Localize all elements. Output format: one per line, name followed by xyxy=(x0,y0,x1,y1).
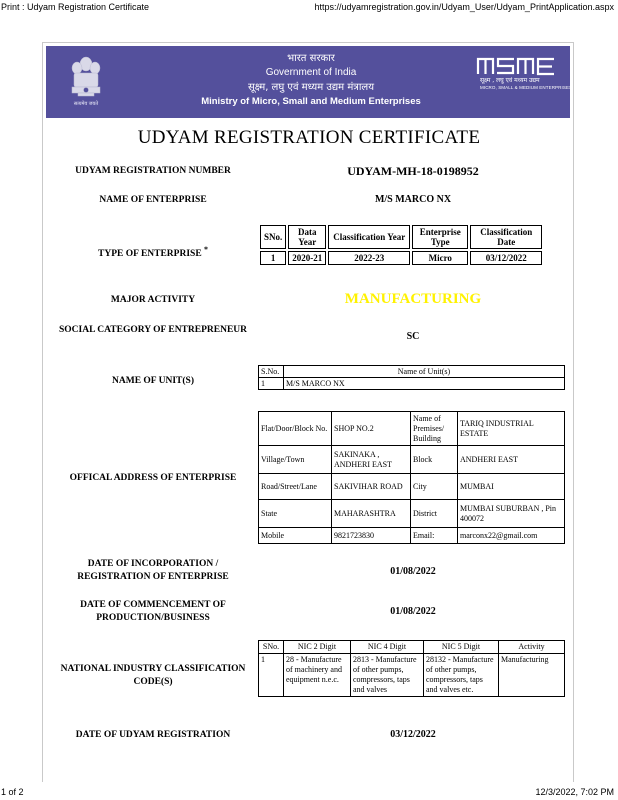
nic-cell-nic5: 28132 - Manufacture of other pumps, compressors, taps and valves etc. xyxy=(424,654,499,697)
nic-header-nic4: NIC 4 Digit xyxy=(351,641,424,654)
address-block-value: ANDHERI EAST xyxy=(458,446,565,474)
address-state-label: State xyxy=(259,500,332,528)
units-header-sno: S.No. xyxy=(259,366,284,378)
type-cell-sno: 1 xyxy=(260,251,286,265)
table-row xyxy=(259,654,565,697)
table-row xyxy=(259,500,565,528)
address-block-label: Block xyxy=(411,446,458,474)
enterprise-name-label: NAME OF ENTERPRISE xyxy=(99,195,207,205)
units-cell-name: M/S MARCO NX xyxy=(284,378,565,390)
units-label: NAME OF UNIT(S) xyxy=(112,376,194,386)
type-header-enterprise-type: Enterprise Type xyxy=(412,225,468,249)
address-road-label: Road/Street/Lane xyxy=(259,474,332,500)
type-header-data-year: Data Year xyxy=(288,225,326,249)
major-activity-value: MANUFACTURING xyxy=(344,291,482,307)
msme-logo-icon xyxy=(476,56,556,76)
table-header-row xyxy=(260,225,542,249)
print-url[interactable]: https://udyamregistration.gov.in/Udyam_User/Udyam_PrintApplication.aspx xyxy=(314,2,614,12)
address-village-label: Village/Town xyxy=(259,446,332,474)
address-table xyxy=(258,411,565,544)
nic-cell-activity: Manufacturing xyxy=(499,654,565,697)
address-city-value: MUMBAI xyxy=(458,474,565,500)
nic-cell-sno: 1 xyxy=(259,654,284,697)
msme-hindi-tagline: सूक्ष्म , लघु एवं मध्यम उद्यम xyxy=(480,77,540,84)
government-of-india: Government of India xyxy=(265,67,357,78)
nic-table xyxy=(258,640,565,697)
reg-number-value: UDYAM-MH-18-0198952 xyxy=(347,164,479,178)
banner-text xyxy=(196,52,426,109)
nic-header-nic5: NIC 5 Digit xyxy=(424,641,499,654)
type-cell-classification-date: 03/12/2022 xyxy=(470,251,542,265)
ministry-name: Ministry of Micro, Small and Medium Enterprises xyxy=(201,96,421,107)
nic-cell-nic2: 28 - Manufacture of machinery and equipment n.e.c. xyxy=(284,654,351,697)
table-row xyxy=(260,251,542,265)
type-cell-data-year: 2020-21 xyxy=(288,251,326,265)
enterprise-name-value: M/S MARCO NX xyxy=(374,194,452,205)
address-district-value: MUMBAI SUBURBAN , Pin 400072 xyxy=(458,500,565,528)
address-email-value: marconx22@gmail.com xyxy=(458,528,565,544)
commencement-value: 01/08/2022 xyxy=(390,606,436,617)
address-mobile-label: Mobile xyxy=(259,528,332,544)
enterprise-type-label-text: TYPE OF ENTERPRISE xyxy=(98,249,202,260)
type-header-classification-date: Classification Date xyxy=(470,225,542,249)
table-header-row xyxy=(259,641,565,654)
table-row xyxy=(259,474,565,500)
nic-header-activity: Activity xyxy=(499,641,565,654)
ministry-banner xyxy=(46,46,573,118)
print-header xyxy=(0,0,618,14)
table-header-row xyxy=(259,366,565,378)
emblem-caption: सत्यमेव जयते xyxy=(73,101,99,107)
enterprise-type-table xyxy=(258,223,544,267)
address-flat-label: Flat/Door/Block No. xyxy=(259,412,332,446)
type-cell-enterprise-type: Micro xyxy=(412,251,468,265)
udyam-date-value: 03/12/2022 xyxy=(390,729,436,740)
nic-header-sno: SNo. xyxy=(259,641,284,654)
address-premises-label: Name of Premises/ Building xyxy=(411,412,458,446)
address-label: OFFICAL ADDRESS OF ENTERPRISE xyxy=(69,473,237,483)
reg-number-label: UDYAM REGISTRATION NUMBER xyxy=(75,166,231,176)
table-row xyxy=(259,528,565,544)
print-footer xyxy=(0,786,618,800)
nic-label: NATIONAL INDUSTRY CLASSIFICATION CODE(S) xyxy=(60,664,246,687)
print-datetime: 12/3/2022, 7:02 PM xyxy=(535,787,614,797)
type-cell-classification-year: 2022-23 xyxy=(328,251,410,265)
units-cell-sno: 1 xyxy=(259,378,284,390)
address-flat-value: SHOP NO.2 xyxy=(332,412,411,446)
address-premises-value: TARIQ INDUSTRIAL ESTATE xyxy=(458,412,565,446)
type-header-sno: SNo. xyxy=(260,225,286,249)
address-city-label: City xyxy=(411,474,458,500)
hindi-ministry: सूक्ष्म, लघु एवं मध्यम उद्यम मंत्रालय xyxy=(248,82,374,93)
certificate-title: UDYAM REGISTRATION CERTIFICATE xyxy=(137,127,481,148)
nic-header-nic2: NIC 2 Digit xyxy=(284,641,351,654)
social-category-label: SOCIAL CATEGORY OF ENTREPRENEUR xyxy=(58,325,248,335)
page-number: 1 of 2 xyxy=(1,787,24,797)
social-category-value: SC xyxy=(406,331,420,342)
type-header-classification-year: Classification Year xyxy=(328,225,410,249)
msme-tagline: MICRO, SMALL & MEDIUM ENTERPRISES xyxy=(480,85,573,90)
address-mobile-value: 9821723830 xyxy=(332,528,411,544)
units-table xyxy=(258,365,565,390)
address-district-label: District xyxy=(411,500,458,528)
udyam-date-label: DATE OF UDYAM REGISTRATION xyxy=(75,730,231,740)
units-header-name: Name of Unit(s) xyxy=(284,366,565,378)
nic-cell-nic4: 2813 - Manufacture of other pumps, compressors, taps and valves xyxy=(351,654,424,697)
enterprise-type-label xyxy=(53,243,253,261)
enterprise-type-asterisk: * xyxy=(204,245,208,254)
table-row xyxy=(259,446,565,474)
major-activity-label: MAJOR ACTIVITY xyxy=(110,295,196,305)
incorporation-label: DATE OF INCORPORATION / REGISTRATION OF ENTERPRISE xyxy=(77,559,229,582)
table-row xyxy=(259,412,565,446)
address-email-label: Email: xyxy=(411,528,458,544)
incorporation-value: 01/08/2022 xyxy=(390,566,436,577)
commencement-label: DATE OF COMMENCEMENT OF PRODUCTION/BUSINESS xyxy=(80,600,226,623)
print-title: Print : Udyam Registration Certificate xyxy=(1,2,150,12)
address-state-value: MAHARASHTRA xyxy=(332,500,411,528)
table-row xyxy=(259,378,565,390)
address-village-value: SAKINAKA , ANDHERI EAST xyxy=(332,446,411,474)
certificate-page xyxy=(42,42,574,782)
address-road-value: SAKIVIHAR ROAD xyxy=(332,474,411,500)
hindi-government: भारत सरकार xyxy=(287,53,335,64)
